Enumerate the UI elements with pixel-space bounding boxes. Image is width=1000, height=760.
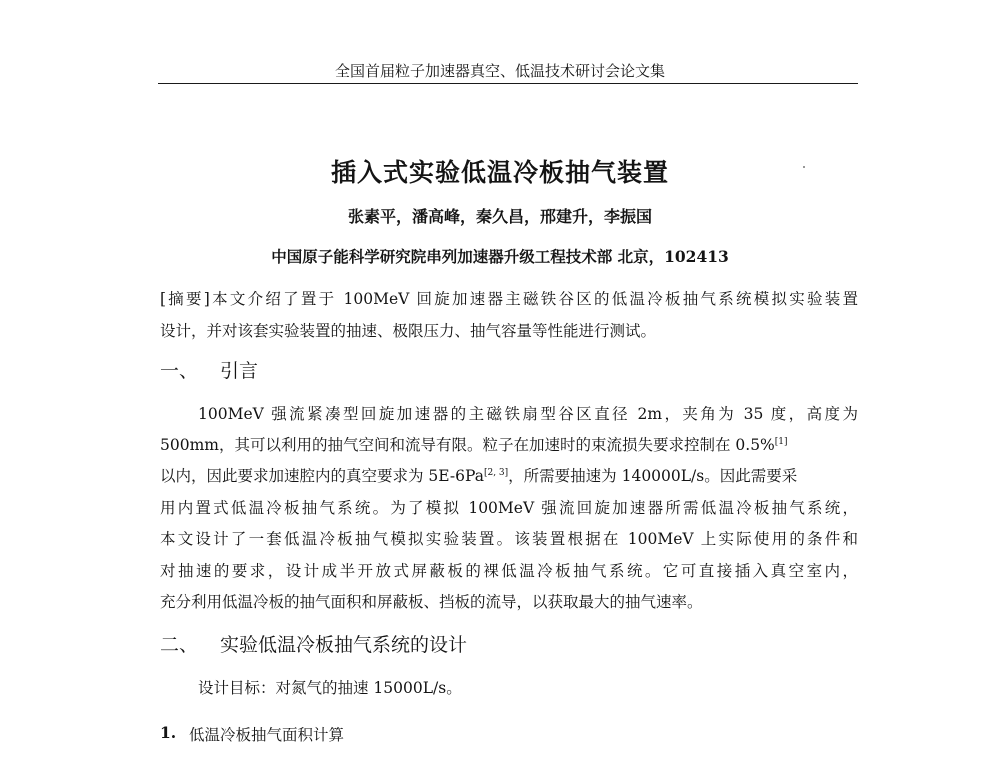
section-number: 二、 xyxy=(160,634,199,656)
body-line-text: 500mm，其可以利用的抽气空间和流导有限。粒子在加速时的束流损失要求控制在 0.5% xyxy=(160,436,775,454)
body-line xyxy=(160,464,797,486)
abstract-line: 设计，并对该套实验装置的抽速、极限压力、抽气容量等性能进行测试。 xyxy=(160,322,657,340)
body-line: 100MeV 强流紧凑型回旋加速器的主磁铁扇型谷区直径 2m，夹角为 35 度，高度为 xyxy=(198,405,858,423)
body-line-text: ，所需要抽速为 140000L/s。因此需要采 xyxy=(508,467,798,485)
section-title: 引言 xyxy=(220,360,259,382)
paper-title: 插入式实验低温冷板抽气装置 xyxy=(330,158,669,187)
body-line: 本文设计了一套低温冷板抽气模拟实验装置。该装置根据在 100MeV 上实际使用的条件和 xyxy=(160,530,858,548)
header-rule xyxy=(158,83,858,84)
section-number: 一、 xyxy=(160,360,199,382)
body-line: 充分利用低温冷板的抽气面积和屏蔽板、挡板的流导，以获取最大的抽气速率。 xyxy=(160,593,703,611)
scan-speck xyxy=(803,166,805,168)
citation-ref[interactable]: [2, 3] xyxy=(483,467,509,478)
body-line: 用内置式低温冷板抽气系统。为了模拟 100MeV 强流回旋加速器所需低温冷板抽气系统， xyxy=(160,499,858,517)
paper-authors: 张素平，潘高峰，秦久昌，邢建升，李振国 xyxy=(347,207,652,226)
body-line-text: 以内，因此要求加速腔内的真空要求为 5E-6Pa xyxy=(160,467,484,485)
paper-affiliation: 中国原子能科学研究院串列加速器升级工程技术部 北京，102413 xyxy=(271,247,729,266)
abstract-line: [摘要]本文介绍了置于 100MeV 回旋加速器主磁铁谷区的低温冷板抽气系统模拟实验装置 xyxy=(160,290,858,308)
subsection-number: 1. xyxy=(160,723,177,742)
subsection-title: 低温冷板抽气面积计算 xyxy=(189,726,345,744)
body-line: 对抽速的要求，设计成半开放式屏蔽板的裸低温冷板抽气系统。它可直接插入真空室内， xyxy=(160,562,858,580)
design-goal: 设计目标：对氮气的抽速 15000L/s。 xyxy=(198,679,462,697)
running-header: 全国首届粒子加速器真空、低温技术研讨会论文集 xyxy=(334,62,665,80)
body-line xyxy=(160,433,858,455)
section-title: 实验低温冷板抽气系统的设计 xyxy=(220,634,468,656)
citation-ref[interactable]: [1] xyxy=(774,436,788,447)
